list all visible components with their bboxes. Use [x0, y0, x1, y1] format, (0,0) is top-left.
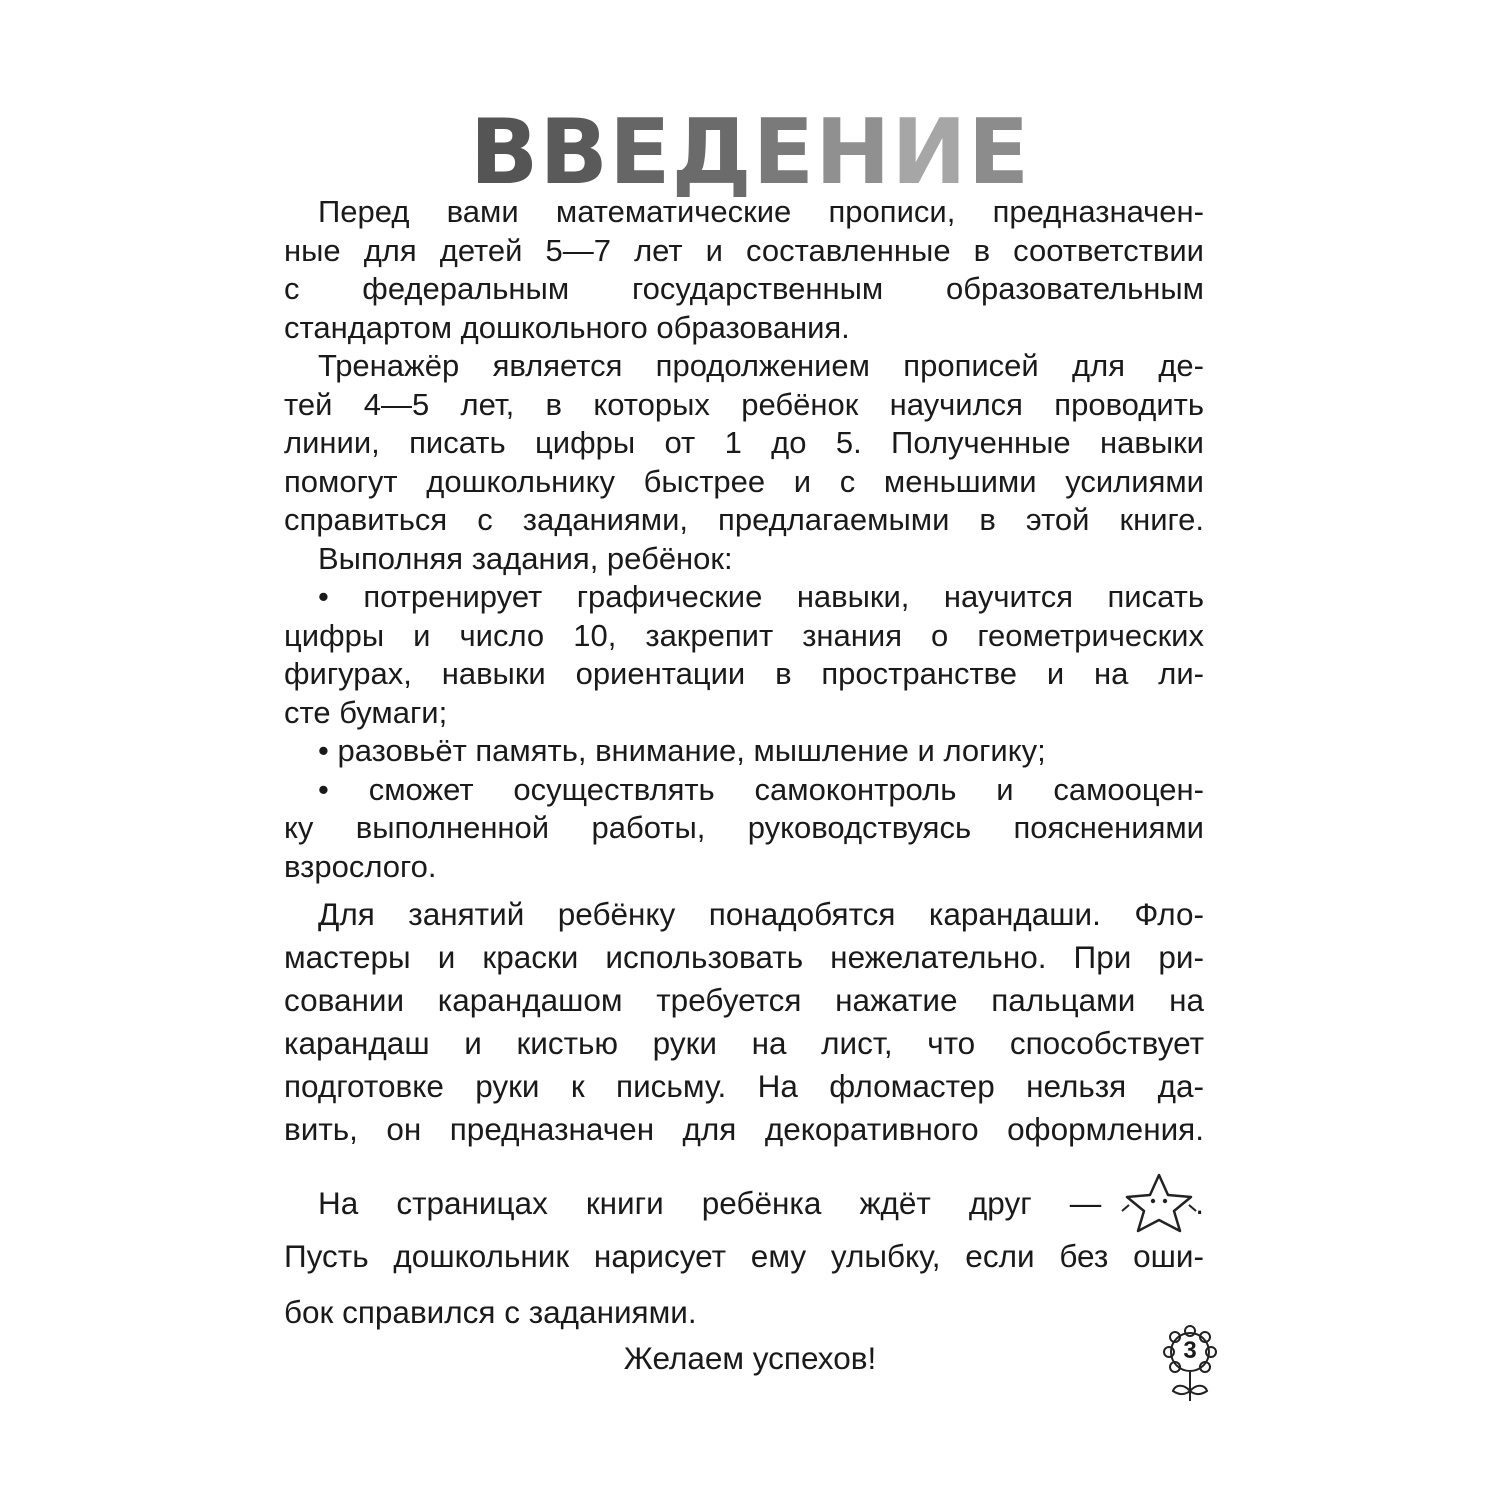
star-friend-icon — [1119, 1171, 1199, 1235]
friend-line — [284, 1178, 1204, 1228]
text-line: Выполняя задания, ребёнок: — [318, 540, 733, 576]
title-letter: Е — [752, 100, 816, 205]
page-number: 3 — [1183, 1337, 1197, 1364]
text-line: мастеры и краски использовать нежелательно. При ри- — [284, 939, 1204, 975]
text-line: . — [1195, 1185, 1204, 1221]
paragraph-intro — [284, 193, 1204, 347]
closing-line: Желаем успехов! — [623, 1340, 877, 1376]
text-line: справиться с заданиями, предлагаемыми в этой книге. — [284, 502, 1204, 537]
page-number-badge — [1155, 1325, 1225, 1405]
bullet-line: фигурах, навыки ориентации в пространстве и на ли- — [284, 656, 1204, 691]
text-line: подготовке руки к письму. На фломастер нельзя да- — [284, 1068, 1204, 1104]
paragraph-friend — [284, 1178, 1204, 1340]
paragraph-materials — [284, 893, 1204, 1151]
title-letter: Е — [967, 100, 1031, 205]
bullet-line: цифры и число 10, закрепит знания о геометрических — [284, 617, 1204, 653]
text-line: помогут дошкольнику быстрее и с меньшими усилиями — [284, 463, 1204, 499]
page-title — [0, 100, 1500, 205]
paragraph-trainer — [284, 347, 1204, 886]
title-letter: Е — [608, 100, 672, 205]
bullet-line: • разовьёт память, внимание, мышление и логику; — [318, 733, 1046, 768]
title-letter: И — [891, 100, 968, 205]
title-letter: В — [539, 100, 609, 205]
title-letter: Н — [815, 100, 892, 205]
text-line: ные для детей 5—7 лет и составленные в соответствии — [284, 232, 1204, 268]
text-line: На страницах книги ребёнка ждёт друг — — [318, 1185, 1102, 1221]
text-line: совании карандашом требуется нажатие пальцами на — [284, 982, 1204, 1018]
text-line: Пусть дошкольник нарисует ему улыбку, если без оши- — [284, 1238, 1204, 1274]
bullet-line: ку выполненной работы, руководствуясь пояснениями — [284, 810, 1204, 845]
text-line: Для занятий ребёнку понадобятся карандаши. Фло- — [318, 896, 1204, 932]
text-line: стандартом дошкольного образования. — [284, 309, 850, 345]
text-line: линии, писать цифры от 1 до 5. Полученные навыки — [284, 425, 1204, 460]
title-letter: Д — [671, 100, 753, 205]
text-line: тей 4—5 лет, в которых ребёнок научился проводить — [284, 386, 1204, 422]
text-line: вить, он предназначен для декоративного оформления. — [284, 1111, 1204, 1147]
text-line: Перед вами математические прописи, предназначен- — [318, 194, 1204, 229]
text-line: с федеральным государственным образовательным — [284, 271, 1204, 306]
text-line: карандаш и кистью руки на лист, что способствует — [284, 1025, 1204, 1061]
title-letter: В — [469, 100, 540, 205]
text-line: бок справился с заданиями. — [284, 1294, 697, 1330]
text-line: Тренажёр является продолжением прописей для де- — [318, 348, 1204, 383]
bullet-line: взрослого. — [284, 848, 437, 884]
bullet-line: • сможет осуществлять самоконтроль и самооцен- — [318, 771, 1204, 807]
bullet-line: • потренирует графические навыки, научится писать — [318, 579, 1204, 614]
bullet-line: сте бумаги; — [284, 694, 448, 730]
